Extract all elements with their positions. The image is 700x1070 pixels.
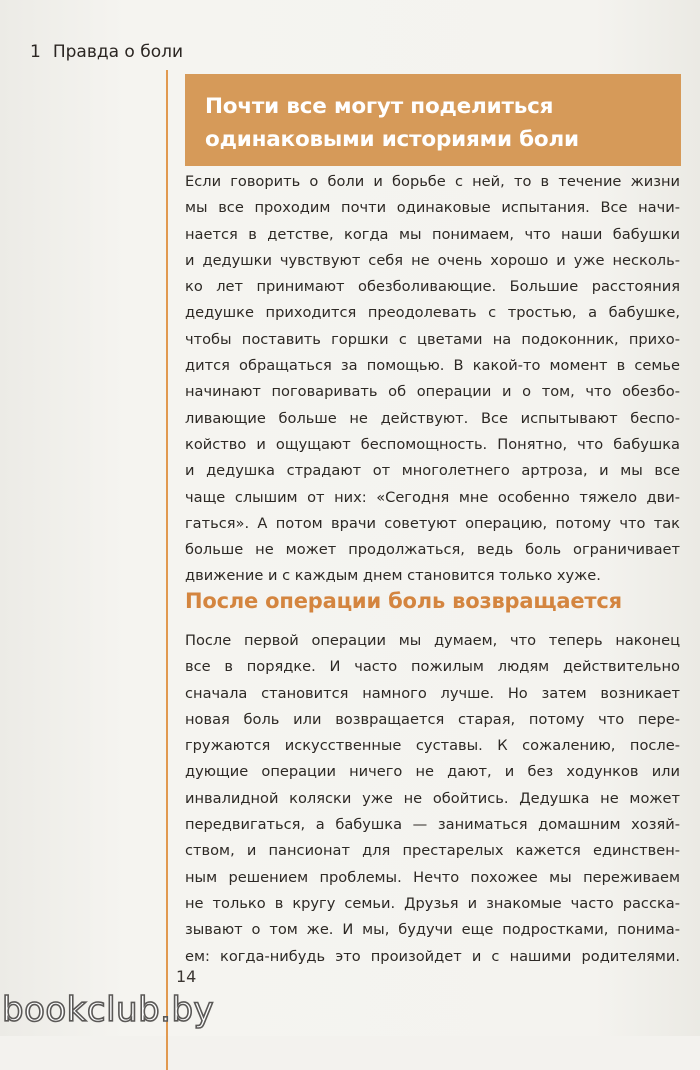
text-line: дедушке приходится преодолевать с тростью, а бабушке, xyxy=(185,304,680,322)
text-line: больше не может продолжаться, ведь боль ограничивает xyxy=(185,541,680,559)
chapter-number: 1 xyxy=(30,42,41,62)
text-line: сначала становится намного лучше. Но затем возникает xyxy=(185,684,680,702)
text-line: мы все проходим почти одинаковые испытания. Все начи- xyxy=(185,199,680,217)
text-line: гаться». А потом врачи советуют операцию, потому что так xyxy=(185,514,680,532)
text-line: начинают поговаривать об операции и о том, что обезбо- xyxy=(185,383,680,401)
section-title-line: одинаковыми историями боли xyxy=(205,127,579,152)
text-line: дующие операции ничего не дают, и без ходунков или xyxy=(185,763,680,781)
watermark: bookclub.by xyxy=(2,990,215,1030)
text-line: ем: когда-нибудь это произойдет и с нашими родителями. xyxy=(185,947,680,965)
text-line: гружаются искусственные суставы. К сожалению, после- xyxy=(185,737,680,755)
text-line: Если говорить о боли и борьбе с ней, то в течение жизни xyxy=(185,173,680,190)
text-line: ством, и пансионат для престарелых кажется единствен- xyxy=(185,842,680,860)
text-line: чаще слышим от них: «Сегодня мне особенно тяжело дви- xyxy=(185,488,680,506)
text-line: дится обращаться за помощью. В какой-то момент в семье xyxy=(185,357,680,375)
section-title-line: Почти все могут поделиться xyxy=(205,94,554,119)
text-line: передвигаться, а бабушка — заниматься домашним хозяй- xyxy=(185,816,680,834)
text-line: ным решением проблемы. Нечто похожее мы переживаем xyxy=(185,868,680,886)
chapter-title: Правда о боли xyxy=(52,42,184,62)
paragraph-1 xyxy=(185,169,680,590)
text-line: чтобы поставить горшки с цветами на подоконник, прихо- xyxy=(185,330,680,348)
text-line: зывают о том же. И мы, будучи еще подростками, понима- xyxy=(185,921,680,939)
subsection-heading: После операции боль возвращается xyxy=(185,589,622,613)
text-line: нается в детстве, когда мы понимаем, что наши бабушки xyxy=(185,225,680,243)
running-header xyxy=(30,42,183,62)
margin-rule xyxy=(166,70,168,1070)
text-line: инвалидной коляски уже не обойтись. Дедушка не может xyxy=(185,789,680,807)
text-line: койство и ощущают беспомощность. Понятно, что бабушка xyxy=(185,435,680,453)
text-line: новая боль или возвращается старая, потому что пере- xyxy=(185,710,680,728)
section-title-box xyxy=(185,74,681,166)
section-title xyxy=(185,74,681,156)
text-line: и дедушки чувствуют себя не очень хорошо и уже несколь- xyxy=(185,251,680,269)
text-line: ливающие больше не действуют. Все испытывают беспо- xyxy=(185,409,680,427)
text-line: После первой операции мы думаем, что теперь наконец xyxy=(185,632,680,649)
text-line: и дедушка страдают от многолетнего артроза, и мы все xyxy=(185,462,680,480)
text-line: движение и с каждым днем становится только хуже. xyxy=(185,567,601,585)
page-number: 14 xyxy=(176,967,197,986)
text-line: не только в кругу семьи. Друзья и знакомые часто расска- xyxy=(185,894,680,912)
text-line: все в порядке. И часто пожилым людям действительно xyxy=(185,658,680,676)
text-line: ко лет принимают обезболивающие. Большие расстояния xyxy=(185,278,680,296)
paragraph-2 xyxy=(185,628,680,970)
